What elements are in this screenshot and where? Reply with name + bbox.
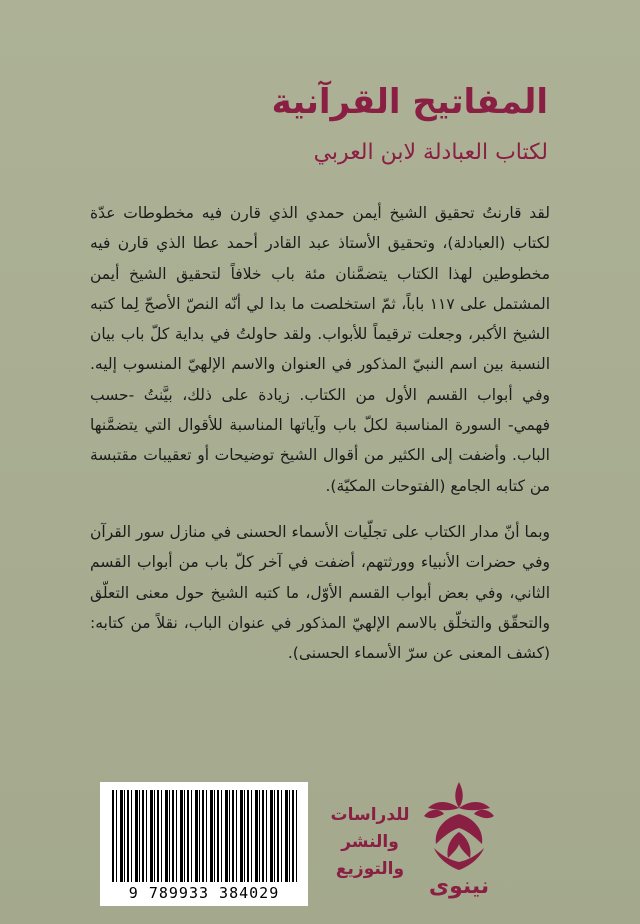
- isbn-number: 9 789933 384029: [128, 884, 280, 902]
- flower-ornament-icon: [414, 778, 504, 878]
- publisher-brand: نينوى: [428, 874, 490, 899]
- publisher-line-2: والنشر: [341, 832, 399, 852]
- barcode-bars: [112, 790, 298, 882]
- book-subtitle: لكتاب العبادلة لابن العربي: [313, 140, 548, 165]
- publisher-logo: [414, 778, 504, 908]
- blurb-text: [90, 198, 550, 668]
- publisher-line-3: والتوزيع: [335, 859, 405, 879]
- isbn-barcode: [100, 782, 308, 906]
- blurb-paragraph-2: وبما أنّ مدار الكتاب على تجلّيات الأسماء الحسنى في منازل سور القرآن وفي حضرات الأنبياء وورثتهم، أضفت في آخر كلّ باب من أبواب القسم الثاني، وفي بعض أبواب القسم الأوّل، ما كتبه الشيخ حول معنى التعلّق والتحقّق والتخلّق بالاسم الإلهيّ المذكور في عنوان الباب، نقلاً من كتابه: (كشف المعنى عن سرّ الأسماء الحسنى).: [90, 522, 550, 663]
- publisher-tagline: [330, 802, 410, 883]
- publisher-line-1: للدراسات: [330, 805, 410, 825]
- book-title: المفاتيح القرآنية: [271, 82, 548, 122]
- blurb-paragraph-1: لقد قارنتُ تحقيق الشيخ أيمن حمدي الذي قارن فيه مخطوطات عدّة لكتاب (العبادلة)، وتحقيق الأستاذ عبد القادر أحمد عطا الذي قارن فيه مخطوطين لهذا الكتاب يتضمَّنان مئة باب خلافاً لتحقيق الشيخ أيمن المشتمل على ١١٧ باباً، ثمّ استخلصت ما بدا لي أنّه النصّ الأصحّ لِما كتبه الشيخ الأكبر، وجعلت ترقيماً للأبواب. ولقد حاولتُ في بداية كلّ باب بيان النسبة بين اسم النبيّ المذكور في العنوان والاسم الإلهيّ المنسوب إليه. وفي أبواب القسم الأول من الكتاب. زيادة على ذلك، بيَّنتُ -حسب فهمي- السورة المناسبة لكلّ باب وآياتها المناسبة للأقوال التي يتضمَّنها الباب. وأضفت إلى الكثير من أقوال الشيخ توضيحات أو تعقيبات مقتبسة من كتابه الجامع (الفتوحات المكيّة).: [90, 204, 550, 495]
